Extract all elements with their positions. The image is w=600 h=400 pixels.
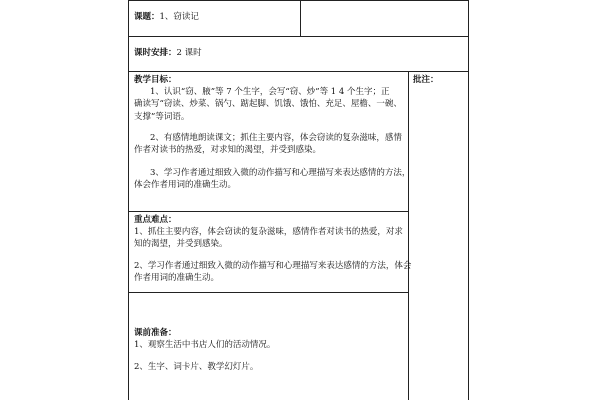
divider-notes-col xyxy=(408,71,409,400)
key-points-line: 2、学习作者通过细致入微的动作描写和心理描写来表达感情的方法，体会 xyxy=(134,261,412,271)
goals-line: 作者对读书的热爱，对求知的渴望，并受到感染。 xyxy=(134,145,322,155)
lesson-hours-label: 课时安排： xyxy=(134,48,177,58)
divider-prep xyxy=(128,292,408,293)
goals-label: 教学目标： xyxy=(134,75,177,85)
key-points-label: 重点难点： xyxy=(134,215,177,225)
prep-line: 2、生字、词卡片、教学幻灯片。 xyxy=(134,362,259,372)
goals-line: 确读写“窃读、炒菜、锅勺、踮起脚、饥饿、饿怕、充足、屋檐、一碗、 xyxy=(134,99,402,109)
border-top xyxy=(128,0,468,1)
key-points-line: 知的渴望，并受到感染。 xyxy=(134,239,228,249)
lesson-hours-value: 2 课时 xyxy=(176,48,202,58)
divider-row1 xyxy=(128,36,468,37)
lesson-title-label: 课题： xyxy=(134,12,160,22)
key-points-line: 作者用词的准确生动。 xyxy=(134,273,220,283)
goals-line: 体会作者用词的准确生动。 xyxy=(134,180,237,190)
divider-keypoints xyxy=(128,211,408,212)
goals-line: 1、认识“窃、腋”等 7 个生字，会写“窃、炒”等 1 4 个生字；正 xyxy=(150,87,390,97)
lesson-hours-row xyxy=(134,46,202,61)
key-points-line: 1、抓住主要内容，体会窃读的复杂滋味，感情作者对读书的热爱，对求 xyxy=(134,227,403,237)
lesson-title-value: 1、窃读记 xyxy=(159,12,199,22)
notes-label: 批注： xyxy=(413,75,439,85)
prep-label: 课前准备： xyxy=(134,328,177,338)
goals-line: 支撑”等词语。 xyxy=(134,112,190,122)
goals-line: 3、学习作者通过细致入微的动作描写和心理描写来表达感情的方法， xyxy=(150,168,411,178)
prep-line: 1、观察生活中书店人们的活动情况。 xyxy=(134,340,276,350)
border-left xyxy=(128,0,129,400)
divider-title-col xyxy=(300,0,301,36)
border-right xyxy=(468,0,469,400)
divider-row2 xyxy=(128,71,468,72)
lesson-title-row xyxy=(134,10,199,25)
goals-line: 2、有感情地朗读课文；抓住主要内容，体会窃读的复杂滋味，感情 xyxy=(150,133,402,143)
